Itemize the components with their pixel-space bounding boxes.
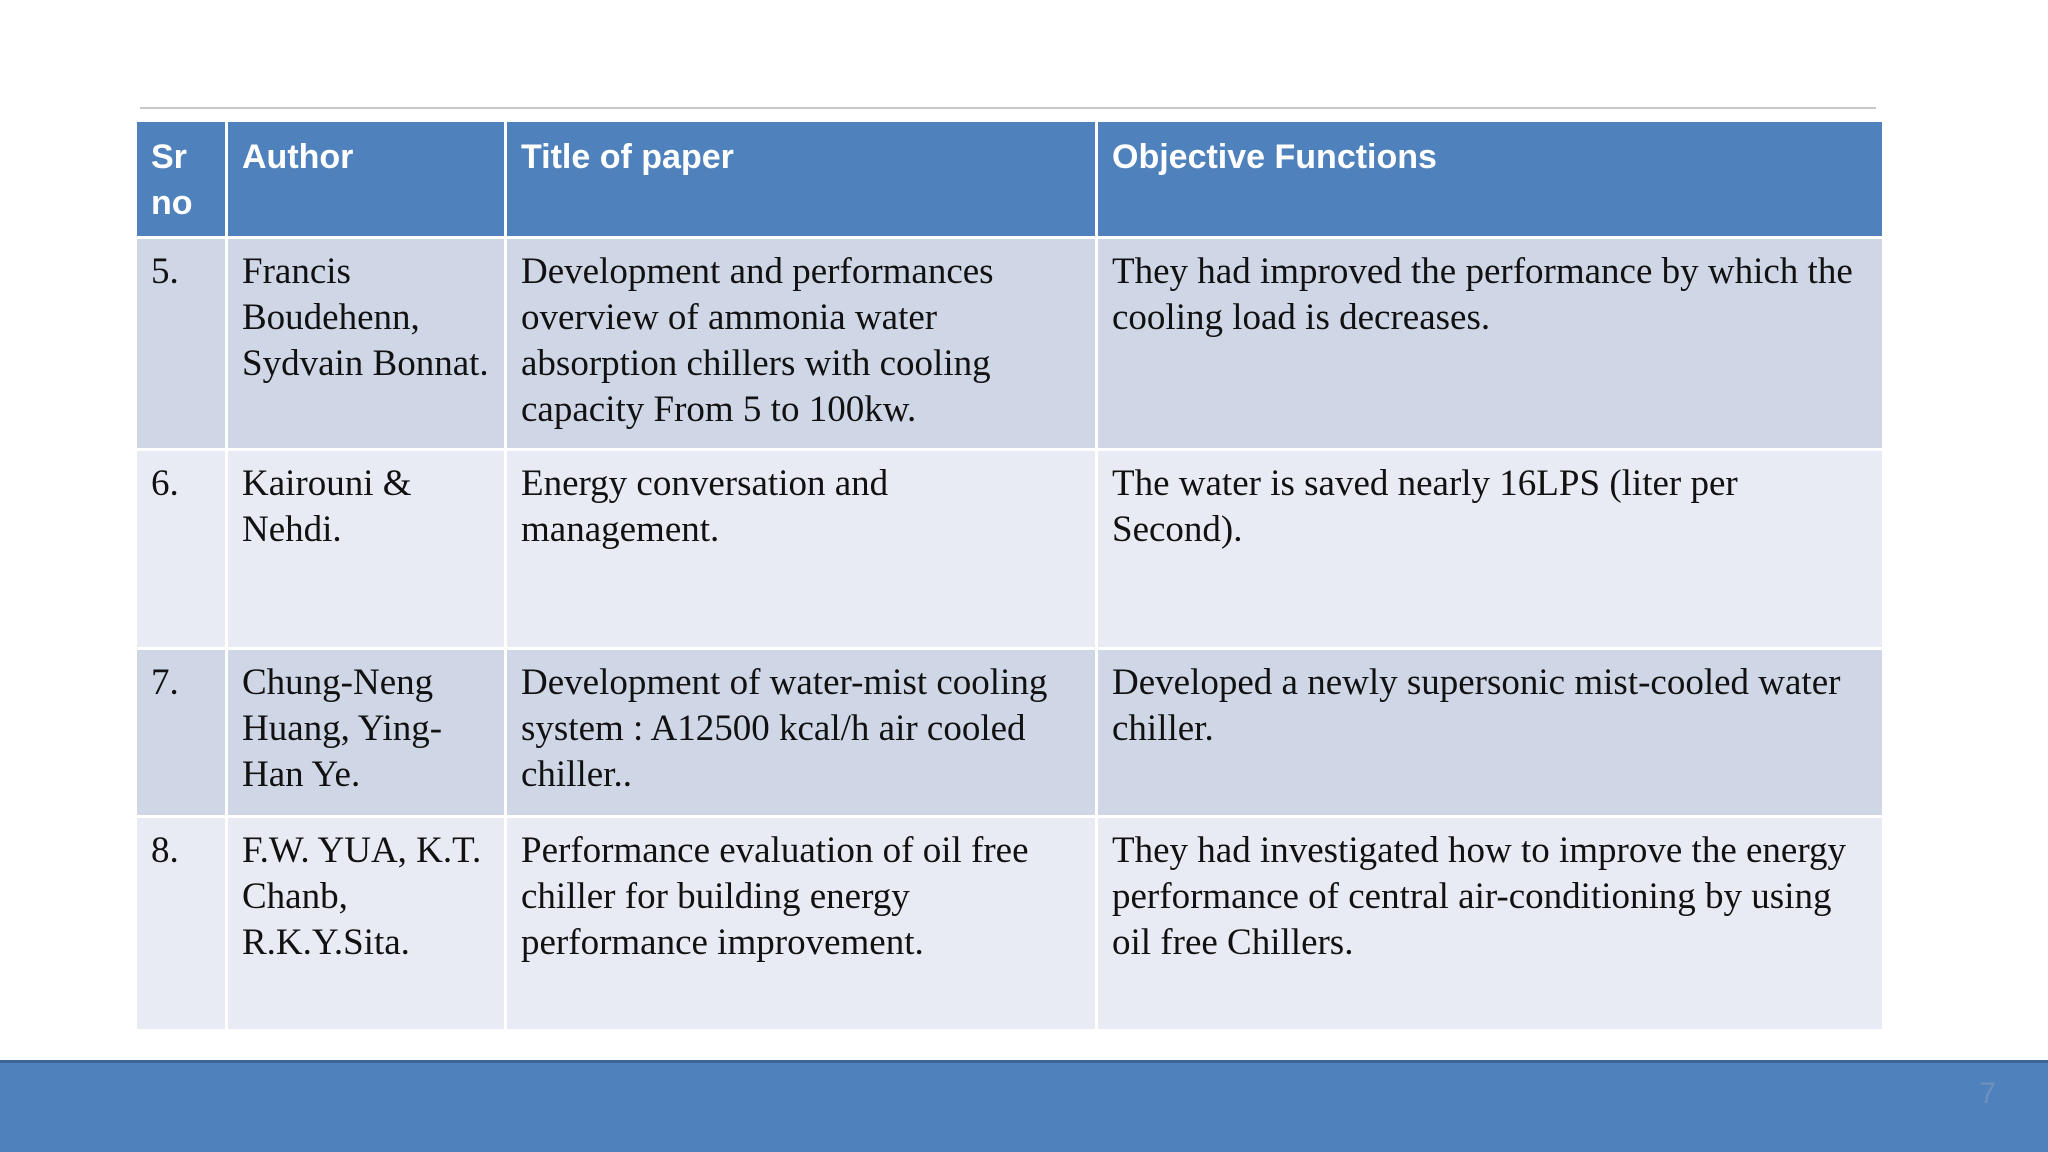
header-objective-functions: Objective Functions: [1098, 122, 1882, 236]
cell-author: F.W. YUA, K.T. Chanb, R.K.Y.Sita.: [228, 818, 504, 1029]
cell-title: Development of water-mist cooling system : A12500 kcal/h air cooled chiller..: [507, 650, 1095, 815]
footer-bar: [0, 1060, 2048, 1152]
cell-author: Kairouni & Nehdi.: [228, 451, 504, 647]
header-sr-no: Sr no: [137, 122, 225, 236]
table-row: [137, 818, 1882, 1029]
cell-sr-no: 7.: [137, 650, 225, 815]
cell-title: Development and performances overview of ammonia water absorption chillers with cooling capacity From 5 to 100kw.: [507, 239, 1095, 448]
cell-sr-no: 8.: [137, 818, 225, 1029]
table-row: [137, 451, 1882, 647]
cell-objective: The water is saved nearly 16LPS (liter per Second).: [1098, 451, 1882, 647]
cell-author: Chung-Neng Huang, Ying-Han Ye.: [228, 650, 504, 815]
literature-review-table: [134, 119, 1885, 1032]
cell-objective: They had improved the performance by which the cooling load is decreases.: [1098, 239, 1882, 448]
cell-title: Energy conversation and management.: [507, 451, 1095, 647]
page-number: 7: [1979, 1077, 1996, 1110]
table-row: [137, 239, 1882, 448]
cell-title: Performance evaluation of oil free chiller for building energy performance improvement.: [507, 818, 1095, 1029]
cell-sr-no: 6.: [137, 451, 225, 647]
top-divider: [140, 107, 1876, 109]
header-author: Author: [228, 122, 504, 236]
cell-author: Francis Boudehenn, Sydvain Bonnat.: [228, 239, 504, 448]
table-header-row: [137, 122, 1882, 236]
cell-objective: Developed a newly supersonic mist-cooled water chiller.: [1098, 650, 1882, 815]
table-row: [137, 650, 1882, 815]
cell-objective: They had investigated how to improve the energy performance of central air-conditioning by using oil free Chillers.: [1098, 818, 1882, 1029]
header-title-of-paper: Title of paper: [507, 122, 1095, 236]
cell-sr-no: 5.: [137, 239, 225, 448]
